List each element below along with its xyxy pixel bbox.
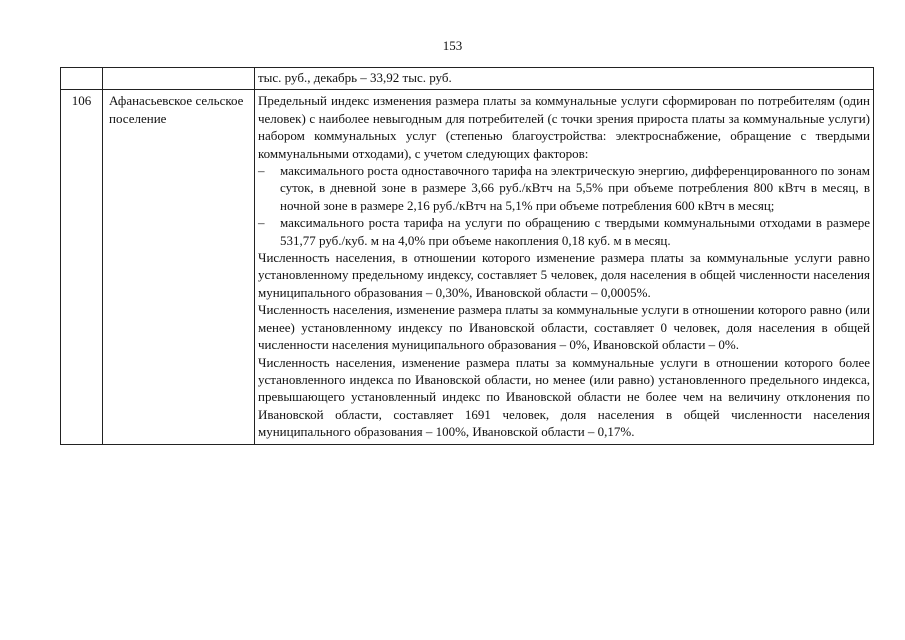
table-row-106 xyxy=(61,90,874,444)
intro-paragraph: Предельный индекс изменения размера платы за коммунальные услуги сформирован по потребителям (один человек) с наиболее невыгодным для потребителей (с точки зрения прироста платы за коммунальные услуги) набором коммунальных услуг (степенью благоустройства: электроснабжение, обращение с твердыми коммунальными отходами), с учетом следующих факторов: xyxy=(258,93,870,161)
factor-text: максимального роста тарифа на услуги по обращению с твердыми коммунальными отходами в размере 531,77 руб./куб. м на 4,0% при объеме накопления 0,18 куб. м в месяц. xyxy=(280,215,870,248)
settlement-name-cell xyxy=(103,68,255,90)
dash-marker: – xyxy=(258,163,265,179)
population-paragraph: Численность населения, изменение размера платы за коммунальные услуги в отношении которого равно (или менее) установленному индексу по Ивановской области, составляет 0 человек, доля населения в общей численности населения муниципального образования – 0%, Ивановской области – 0%. xyxy=(258,302,870,353)
description-cell xyxy=(255,90,874,444)
factor-text: максимального роста одноставочного тарифа на электрическую энергию, дифференцированного по зонам суток, в дневной зоне в размере 3,66 руб./кВтч на 5,5% при объеме потребления 800 кВтч в месяц, в ночной зоне в размере 2,16 руб./кВтч на 5,1% при объеме потребления 600 кВтч в месяц; xyxy=(280,163,870,213)
population-paragraph: Численность населения, в отношении которого изменение размера платы за коммунальные услуги равно установленному предельному индексу, составляет 5 человек, доля населения в общей численности населения муниципального образования – 0,30%, Ивановской области – 0,0005%. xyxy=(258,250,870,300)
factor-list-item xyxy=(258,214,870,249)
factor-list-item xyxy=(258,162,870,214)
page-number: 153 xyxy=(442,38,463,53)
row-number-cell: 106 xyxy=(61,90,103,444)
dash-marker: – xyxy=(258,215,265,231)
row-number-cell xyxy=(61,68,103,90)
settlements-table xyxy=(60,67,874,445)
population-paragraph: Численность населения, изменение размера платы за коммунальные услуги в отношении которого более установленного индекса по Ивановской области, но менее (или равно) установленного предельного индекса, превышающего установленный индекс по Ивановской области не более чем на величину отклонения по Ивановской области, составляет 1691 человек, доля населения в общей численности населения муниципального образования – 100%, Ивановской области – 0,17%. xyxy=(258,354,870,440)
description-cell xyxy=(255,68,874,90)
table-row-continuation xyxy=(61,68,874,90)
continuation-text: тыс. руб., декабрь – 33,92 тыс. руб. xyxy=(258,70,452,85)
settlement-name-cell: Афанасьевское сельское поселение xyxy=(103,90,255,444)
